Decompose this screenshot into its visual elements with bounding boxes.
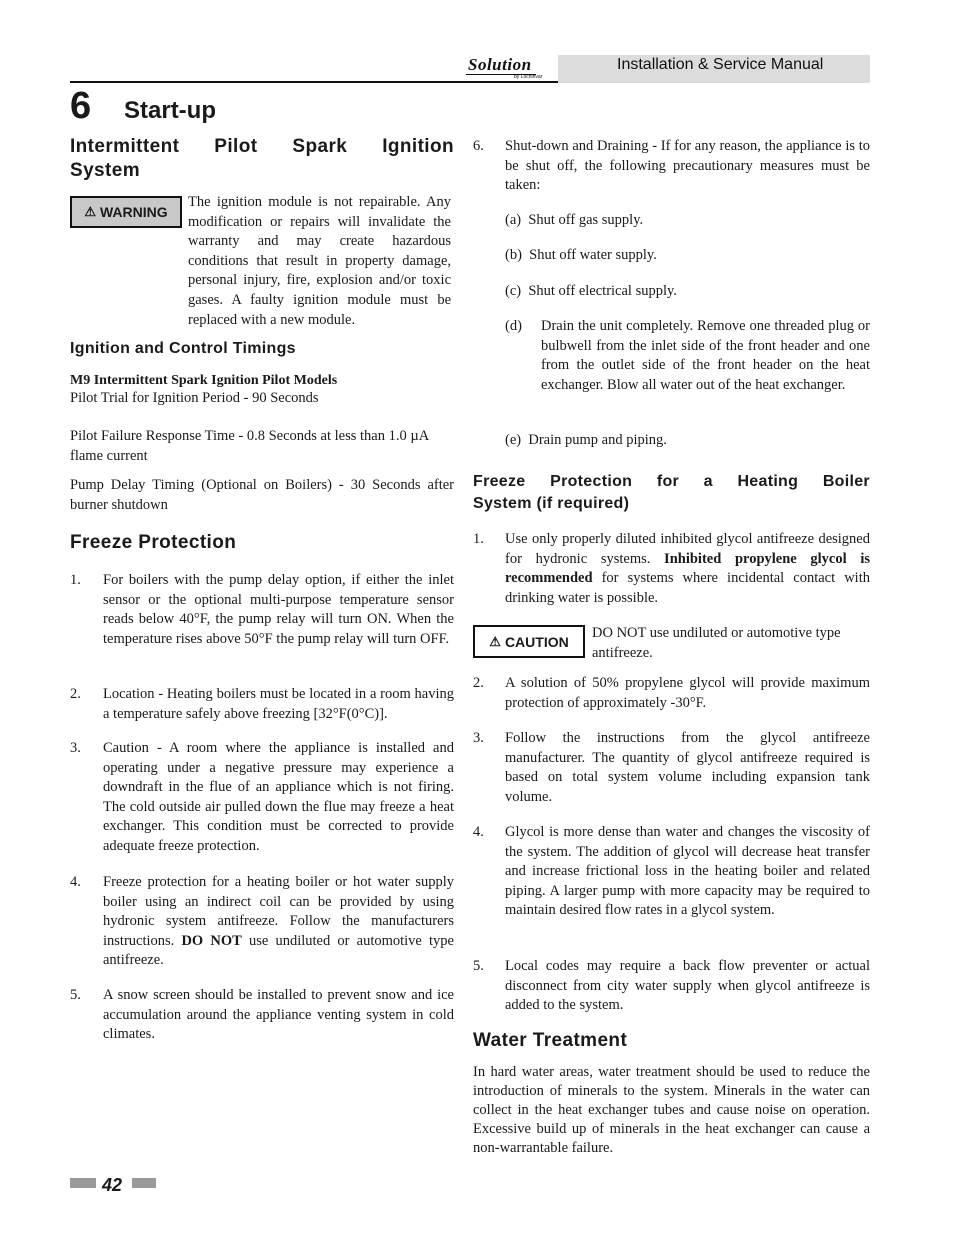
boiler-freeze-heading-line-2: System (if required)	[473, 495, 630, 512]
freeze-item-text: Caution - A room where the appliance is installed and operating under a negative pressure may experience a downdraft in the flue of an appliance which is not firing. The cold outside air pulled down the flue may freeze a heat exchanger. This condition must be corrected to provide adequate freeze protection.	[103, 740, 454, 854]
shutdown-item	[473, 137, 870, 196]
subitem-label: (e)	[505, 432, 522, 448]
boiler-freeze-word-3: for	[656, 473, 680, 490]
caution-triangle-icon: ⚠	[489, 633, 501, 649]
pump-delay: Pump Delay Timing (Optional on Boilers) - 30 Seconds after burner shutdown	[70, 477, 454, 513]
freeze-item-5	[70, 986, 454, 1045]
freeze-item-number: 1.	[70, 572, 81, 588]
freeze-item-4-bold: DO NOT	[181, 932, 242, 949]
chapter-title: Start-up	[124, 97, 216, 124]
boiler-freeze-item-text: Follow the instructions from the glycol antifreeze manufacturer. The quantity of glycol antifreeze required is based on total system volume including expansion tank volume.	[505, 730, 870, 805]
warning-triangle-icon: ⚠	[84, 204, 96, 219]
boiler-freeze-item-text: A solution of 50% propylene glycol will provide maximum protection of approximately -30°F.	[505, 675, 870, 711]
boiler-freeze-item-4	[473, 823, 870, 921]
freeze-item-4-text-after: use undiluted or automotive type antifreeze.	[103, 932, 454, 969]
freeze-heading: Freeze Protection	[70, 532, 237, 553]
freeze-item-text: A snow screen should be installed to prevent snow and ice accumulation around the appliance venting system in cold climates.	[103, 987, 454, 1043]
model-title: M9 Intermittent Spark Ignition Pilot Models	[70, 373, 338, 388]
ignition-heading-word-1: Intermittent	[70, 136, 180, 157]
water-treatment-heading: Water Treatment	[473, 1030, 628, 1051]
water-treatment-text: In hard water areas, water treatment should be used to reduce the introduction of minerals to the system. Minerals in the water can collect in the heat exchanger tubes and cause noise on operation. Excessive build up of minerals in the heat exchanger can cause a non-warrantable failure.	[473, 1064, 870, 1156]
boiler-freeze-item-number: 1.	[473, 531, 484, 547]
pilot-failure: Pilot Failure Response Time - 0.8 Seconds at less than 1.0 µA flame current	[70, 428, 429, 464]
ignition-heading-word-3: Spark	[292, 136, 348, 157]
boiler-freeze-item-1	[473, 530, 870, 608]
freeze-item-text	[103, 873, 454, 971]
shutdown-subitem-c	[505, 282, 870, 302]
boiler-freeze-word-4: a	[703, 473, 713, 490]
subitem-text: Shut off water supply.	[529, 247, 657, 263]
subitem-text: Drain pump and piping.	[528, 432, 667, 448]
boiler-freeze-item-5	[473, 957, 870, 1016]
item1-text-before: Use only properly diluted inhibited glycol antifreeze designed for hydronic systems.	[505, 531, 870, 567]
warning-badge	[70, 196, 182, 228]
freeze-item-3	[70, 739, 454, 857]
boiler-freeze-item-number: 4.	[473, 824, 484, 840]
solution-logo	[462, 54, 560, 82]
boiler-freeze-item-text	[505, 530, 870, 608]
caution-badge	[473, 625, 585, 658]
caution-label: CAUTION	[504, 633, 569, 650]
boiler-freeze-item-number: 3.	[473, 730, 484, 746]
subitem-label: (d)	[505, 318, 522, 334]
ignition-heading-word-4: Ignition	[382, 136, 454, 157]
item1-text-after: for systems where incidental contact with drinking water is possible.	[505, 570, 870, 606]
subitem-text: Drain the unit completely. Remove one threaded plug or bulbwell from the inlet side of the front header and one from the outlet side of the front header on the heat exchanger. Blow all water out of the heat exchanger.	[541, 318, 870, 393]
shutdown-subitem-a	[505, 211, 870, 231]
boiler-freeze-item-text: Glycol is more dense than water and changes the viscosity of the system. The addition of glycol will decrease heat transfer and increase frictional loss in the heating boiler and related piping. A larger pump with more capacity may be required to maintain desired flow rates in a glycol system.	[505, 824, 870, 919]
subitem-text: Shut off electrical supply.	[528, 283, 677, 299]
freeze-item-number: 4.	[70, 874, 81, 890]
page-number: 42	[102, 1175, 123, 1195]
item1-bold: Inhibited propylene glycol is recommended	[505, 550, 870, 587]
freeze-item-number: 5.	[70, 987, 81, 1003]
footer-bar-right	[132, 1178, 156, 1188]
freeze-item-4	[70, 873, 454, 971]
logo-text: Solution	[466, 56, 536, 75]
boiler-freeze-word-2: Protection	[550, 473, 633, 490]
shutdown-subitem-e	[505, 431, 870, 451]
subitem-label: (a)	[505, 212, 522, 228]
subitem-label: (b)	[505, 247, 522, 263]
boiler-freeze-word-1: Freeze	[473, 473, 526, 490]
freeze-item-4-text-before: Freeze protection for a heating boiler or hot water supply boiler using an indirect coil can be provided by using hydronic system antifreeze. Follow the manufacturers instructions.	[103, 874, 454, 949]
freeze-item-text: Location - Heating boilers must be located in a room having a temperature safely above freezing [32°F(0°C)].	[103, 686, 454, 722]
boiler-freeze-item-3	[473, 729, 870, 807]
subitem-text: Shut off gas supply.	[528, 212, 644, 228]
freeze-item-2	[70, 685, 454, 724]
manual-title: Installation & Service Manual	[617, 56, 824, 73]
shutdown-text: Shut-down and Draining - If for any reason, the appliance is to be shut off, the following precautionary measures must be taken:	[505, 138, 870, 194]
freeze-item-number: 2.	[70, 686, 81, 702]
shutdown-subitem-d	[505, 317, 870, 395]
boiler-freeze-item-text: Local codes may require a back flow preventer or actual disconnect from city water supply when glycol antifreeze is added to the system.	[505, 958, 870, 1014]
timings-heading: Ignition and Control Timings	[70, 340, 296, 357]
freeze-item-number: 3.	[70, 740, 81, 756]
logo-subtext: by Lochinvar	[514, 74, 543, 80]
chapter-number: 6	[70, 85, 92, 127]
boiler-freeze-item-number: 2.	[473, 675, 484, 691]
boiler-freeze-item-number: 5.	[473, 958, 484, 974]
footer-bar-left	[70, 1178, 96, 1188]
boiler-freeze-word-5: Heating	[737, 473, 799, 490]
caution-text: DO NOT use undiluted or automotive type antifreeze.	[592, 625, 841, 661]
ignition-heading-line-2: System	[70, 160, 140, 181]
ignition-heading-word-2: Pilot	[214, 136, 258, 157]
subitem-label: (c)	[505, 283, 522, 299]
boiler-freeze-item-2	[473, 674, 870, 713]
shutdown-number: 6.	[473, 138, 484, 154]
boiler-freeze-word-6: Boiler	[822, 473, 870, 490]
freeze-item-text: For boilers with the pump delay option, if either the inlet sensor or the optional multi-purpose temperature sensor reads below 40°F, the pump relay will turn ON. When the temperature rises above 50°F the pump relay will turn OFF.	[103, 572, 454, 647]
warning-text: The ignition module is not repairable. Any modification or repairs will invalidate the warranty and may create hazardous conditions that result in property damage, personal injury, fire, explosion and/or toxic gases. A faulty ignition module must be replaced with a new module.	[188, 194, 451, 328]
pilot-trial: Pilot Trial for Ignition Period - 90 Seconds	[70, 390, 319, 406]
warning-label: WARNING	[99, 204, 168, 220]
boiler-freeze-heading	[473, 471, 870, 515]
freeze-item-1	[70, 571, 454, 649]
shutdown-subitem-b	[505, 246, 870, 266]
ignition-heading	[70, 135, 454, 183]
